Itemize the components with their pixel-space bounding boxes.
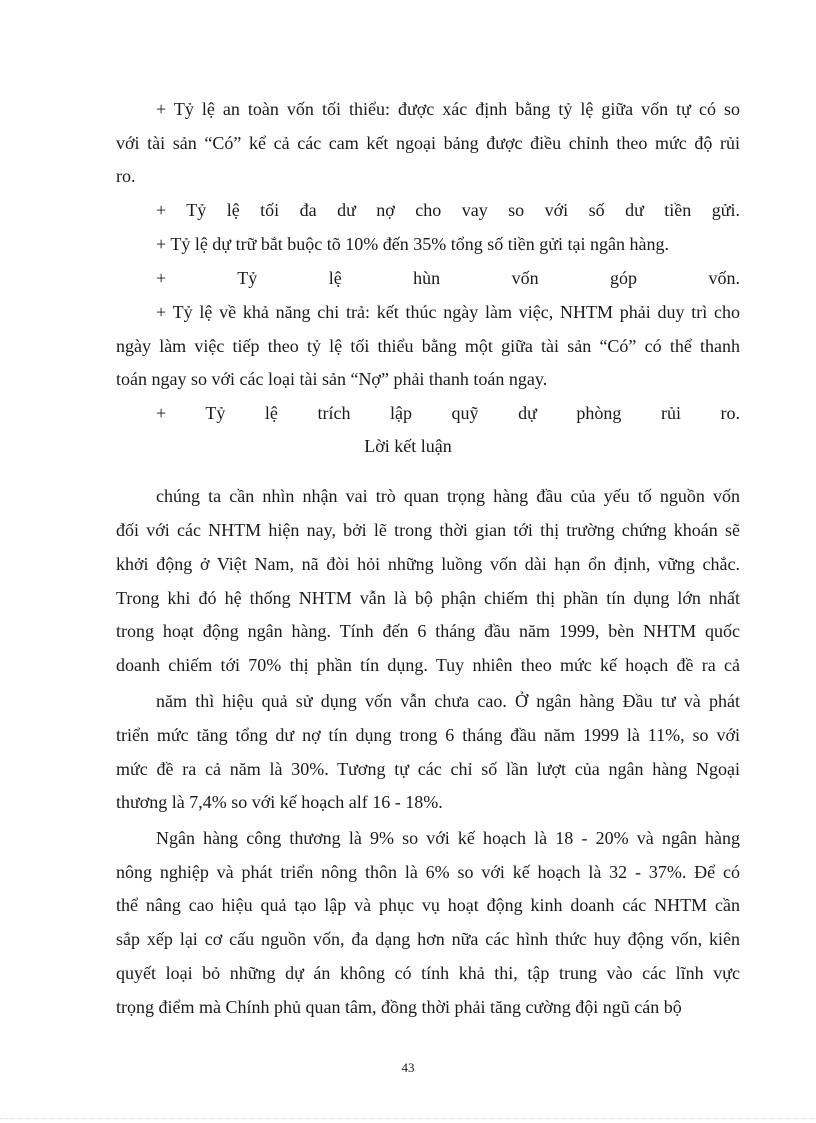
text-line: sắp xếp lại cơ cấu nguồn vốn, đa dạng hơn nữa các hình thức huy động vốn, kiên [116,929,740,949]
text-line: ro. [116,166,136,186]
text-line: nông nghiệp và phát triển nông thôn là 6% so với kế hoạch là 32 - 37%. Để có [116,862,740,882]
text-line: đối với các NHTM hiện nay, bởi lẽ trong thời gian tới thị trường chứng khoán sẽ [116,520,740,540]
page-number: 43 [401,1060,415,1075]
text-line: Trong khi đó hệ thống NHTM vẫn là bộ phận chiếm thị phần tín dụng lớn nhất [116,588,740,608]
text-line: + Tỷ lệ hùn vốn góp vốn. [156,268,740,288]
text-line: Ngân hàng công thương là 9% so với kế hoạch là 18 - 20% và ngân hàng [156,828,740,848]
footer-divider [0,1118,816,1119]
text-line: doanh chiếm tới 70% thị phần tín dụng. Tuy nhiên theo mức kế hoạch đề ra cả [116,655,740,675]
text-line: toán ngay so với các loại tài sản “Nợ” phải thanh toán ngay. [116,369,548,389]
text-line: trong hoạt động ngân hàng. Tính đến 6 tháng đầu năm 1999, bèn NHTM quốc [116,621,740,641]
text-line: + Tỷ lệ an toàn vốn tối thiểu: được xác định bằng tỷ lệ giữa vốn tự có so [156,99,740,119]
text-line: + Tỷ lệ trích lập quỹ dự phòng rủi ro. [156,403,740,423]
text-line: khởi động ở Việt Nam, nã đòi hỏi những luồng vốn dài hạn ổn định, vững chắc. [116,554,740,574]
text-line: trọng điểm mà Chính phủ quan tâm, đồng thời phải tăng cường đội ngũ cán bộ [116,997,682,1017]
text-line: chúng ta cần nhìn nhận vai trò quan trọng hàng đầu của yếu tố nguồn vốn [156,486,740,506]
text-line: triển mức tăng tổng dư nợ tín dụng trong 6 tháng đầu năm 1999 là 11%, so với [116,725,740,745]
text-line: thương là 7,4% so với kế hoạch alf 16 - 18%. [116,792,443,812]
text-line: + Tỷ lệ dự trữ bắt buộc tõ 10% đến 35% tổng số tiền gửi tại ngân hàng. [156,234,669,254]
text-line: + Tỷ lệ về khả năng chi trả: kết thúc ngày làm việc, NHTM phải duy trì cho [156,302,740,322]
text-line: mức đề ra cả năm là 30%. Tương tự các chỉ số lần lượt của ngân hàng Ngoại [116,759,740,779]
text-line: ngày làm việc tiếp theo tỷ lệ tối thiểu bằng một giữa tài sản “Có” có thể thanh [116,336,740,356]
text-line: thể nâng cao hiệu quả tạo lập và phục vụ hoạt động kinh doanh các NHTM cần [116,895,740,915]
section-heading: Lời kết luận [364,436,452,456]
text-line: với tài sản “Có” kể cả các cam kết ngoại bảng được điều chỉnh theo mức độ rủi [116,133,740,153]
text-line: năm thì hiệu quả sử dụng vốn vẫn chưa cao. Ở ngân hàng Đầu tư và phát [156,691,740,711]
text-line: + Tỷ lệ tối đa dư nợ cho vay so với số dư tiền gửi. [156,200,740,220]
text-line: quyết loại bỏ những dự án không có tính khả thi, tập trung vào các lĩnh vực [116,963,740,983]
